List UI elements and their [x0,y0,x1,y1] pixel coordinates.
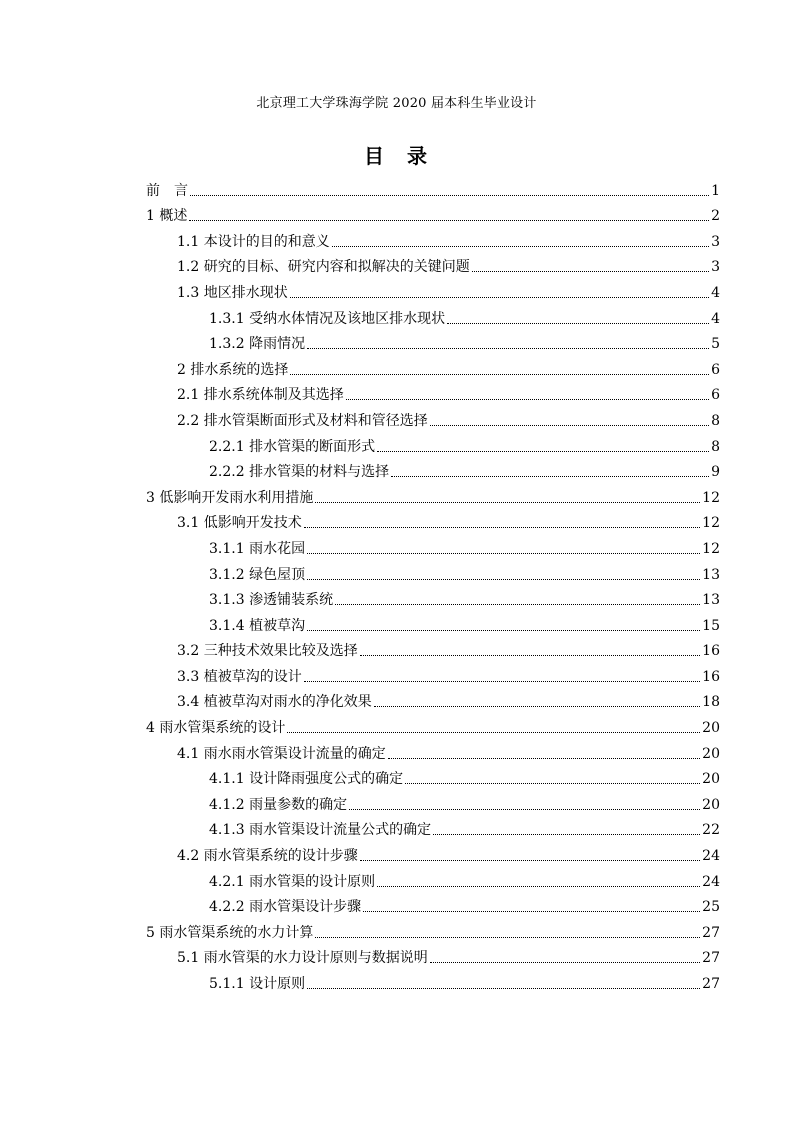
toc-entry-title: 3.2 三种技术效果比较及选择 [177,643,358,660]
toc-dot-leader [405,783,700,784]
toc-entry[interactable] [146,225,720,251]
toc-entry[interactable] [146,584,720,610]
toc-entry-page: 1 [711,182,720,199]
toc-entry[interactable] [146,839,720,865]
toc-entry-title: 2.1 排水系统体制及其选择 [177,387,344,404]
toc-entry[interactable] [146,276,720,302]
toc-title-char-1: 目 [364,144,387,168]
toc-entry[interactable] [146,507,720,533]
toc-entry[interactable] [146,481,720,507]
toc-entry-page: 25 [702,899,720,916]
toc-dot-leader [374,706,700,707]
toc-entry-page: 4 [711,284,720,301]
toc-entry-page: 9 [711,464,720,481]
toc-entry-page: 20 [702,796,720,813]
toc-entry[interactable] [146,916,720,942]
toc-entry-page: 20 [702,745,720,762]
toc-entry-title: 2.2.2 排水管渠的材料与选择 [209,464,390,481]
toc-dot-leader [472,271,709,272]
toc-entry[interactable] [146,609,720,635]
toc-entry[interactable] [146,865,720,891]
toc-entry-page: 20 [702,771,720,788]
toc-entry[interactable] [146,660,720,686]
toc-dot-leader [332,246,709,247]
toc-entry-page: 3 [711,233,720,250]
toc-entry-page: 27 [702,950,720,967]
toc-entry-title: 1.3 地区排水现状 [177,284,288,301]
toc-entry-title: 2 排水系统的选择 [177,361,289,378]
toc-entry-page: 16 [702,643,720,660]
toc-entry-title: 3.1.1 雨水花园 [209,540,306,557]
toc-entry-title: 1.2 研究的目标、研究内容和拟解决的关键问题 [177,259,470,276]
toc-entry-page: 16 [702,668,720,685]
toc-entry-title: 5 雨水管渠系统的水力计算 [146,924,314,941]
toc-entry-title: 3.1.3 渗透铺装系统 [209,592,334,609]
toc-entry-title: 3.1.2 绿色屋顶 [209,566,306,583]
toc-dot-leader [335,604,700,605]
toc-dot-leader [315,937,700,938]
toc-entry[interactable] [146,788,720,814]
toc-dot-leader [391,476,709,477]
toc-entry[interactable] [146,814,720,840]
toc-title [0,140,793,169]
toc-entry-title: 3 低影响开发雨水利用措施 [146,489,314,506]
toc-entry-page: 5 [711,336,720,353]
toc-title-char-2: 录 [406,144,429,168]
toc-entry[interactable] [146,532,720,558]
toc-entry-title: 5.1.1 设计原则 [209,976,306,992]
toc-entry-page: 6 [711,361,720,378]
toc-dot-leader [315,502,700,503]
toc-entry[interactable] [146,251,720,277]
toc-dot-leader [307,579,700,580]
toc-entry-title: 2.2 排水管渠断面形式及材料和管径选择 [177,412,428,429]
toc-dot-leader [430,962,700,963]
toc-entry-page: 3 [711,259,720,276]
toc-entry-title: 4.1.3 雨水管渠设计流量公式的确定 [209,822,432,839]
toc-entry-page: 13 [702,592,720,609]
toc-entry-page: 4 [711,310,720,327]
toc-entry-title: 1 概述 [146,208,188,225]
toc-dot-leader [307,348,709,349]
toc-entry-title: 3.3 植被草沟的设计 [177,668,302,685]
toc-entry[interactable] [146,200,720,226]
toc-dot-leader [307,630,700,631]
toc-entry[interactable] [146,763,720,789]
toc-entry[interactable] [146,328,720,354]
toc-entry-title: 4.2.1 雨水管渠的设计原则 [209,873,376,890]
toc-entry-title: 4.1 雨水雨水管渠设计流量的确定 [177,745,386,762]
page-header: 北京理工大学珠海学院 2020 届本科生毕业设计 [256,96,537,111]
toc-entry-page: 2 [711,208,720,225]
toc-entry[interactable] [146,891,720,917]
toc-dot-leader [447,323,709,324]
toc-entry[interactable] [146,174,720,200]
toc-entry-page: 15 [702,617,720,634]
toc-dot-leader [363,911,700,912]
toc-entry-page: 20 [702,720,720,737]
toc-entry-page: 24 [702,873,720,890]
toc-entry-page: 27 [702,976,720,992]
toc-entry[interactable] [146,942,720,968]
toc-entry-title: 3.4 植被草沟对雨水的净化效果 [177,694,372,711]
toc-dot-leader [433,834,700,835]
toc-dot-leader [377,451,709,452]
toc-entry[interactable] [146,558,720,584]
toc-entry[interactable] [146,635,720,661]
toc-entry-title: 2.2.1 排水管渠的断面形式 [209,438,376,455]
toc-dot-leader [287,732,700,733]
toc-entry[interactable] [146,404,720,430]
toc-dot-leader [430,425,709,426]
toc-dot-leader [189,220,709,221]
toc-entry[interactable] [146,456,720,482]
toc-entry[interactable] [146,302,720,328]
toc-entry-page: 22 [702,822,720,839]
toc-entry[interactable] [146,430,720,456]
toc-dot-leader [360,655,700,656]
toc-dot-leader [190,195,709,196]
toc-entry-page: 12 [702,515,720,532]
toc-dot-leader [304,527,700,528]
table-of-contents [146,174,720,993]
toc-entry[interactable] [146,737,720,763]
toc-entry-title: 1.3.2 降雨情况 [209,336,306,353]
toc-entry-title: 4 雨水管渠系统的设计 [146,720,286,737]
toc-dot-leader [349,809,700,810]
toc-entry-page: 8 [711,412,720,429]
toc-entry-page: 6 [711,387,720,404]
toc-dot-leader [360,860,700,861]
toc-entry[interactable] [146,967,720,993]
toc-dot-leader [307,553,700,554]
toc-dot-leader [307,988,700,989]
toc-entry[interactable] [146,711,720,737]
toc-entry[interactable] [146,686,720,712]
toc-entry-title: 4.2 雨水管渠系统的设计步骤 [177,848,358,865]
toc-entry-title: 4.2.2 雨水管渠设计步骤 [209,899,362,916]
toc-dot-leader [377,886,700,887]
toc-entry-title: 1.1 本设计的目的和意义 [177,233,330,250]
toc-entry[interactable] [146,379,720,405]
toc-entry-page: 27 [702,924,720,941]
toc-entry-title: 5.1 雨水管渠的水力设计原则与数据说明 [177,950,428,967]
toc-dot-leader [290,374,709,375]
toc-entry-title: 3.1.4 植被草沟 [209,617,306,634]
toc-dot-leader [304,681,700,682]
toc-entry-page: 12 [702,540,720,557]
toc-entry-title: 4.1.1 设计降雨强度公式的确定 [209,771,404,788]
toc-entry[interactable] [146,353,720,379]
toc-entry-title: 3.1 低影响开发技术 [177,515,302,532]
toc-entry-title: 1.3.1 受纳水体情况及该地区排水现状 [209,310,446,327]
toc-entry-page: 12 [702,489,720,506]
toc-dot-leader [388,758,700,759]
toc-dot-leader [290,297,709,298]
toc-entry-page: 18 [702,694,720,711]
toc-entry-page: 24 [702,848,720,865]
toc-entry-page: 8 [711,438,720,455]
toc-dot-leader [346,399,709,400]
toc-entry-page: 13 [702,566,720,583]
toc-entry-title: 4.1.2 雨量参数的确定 [209,796,348,813]
toc-entry-title: 前 言 [146,182,188,199]
